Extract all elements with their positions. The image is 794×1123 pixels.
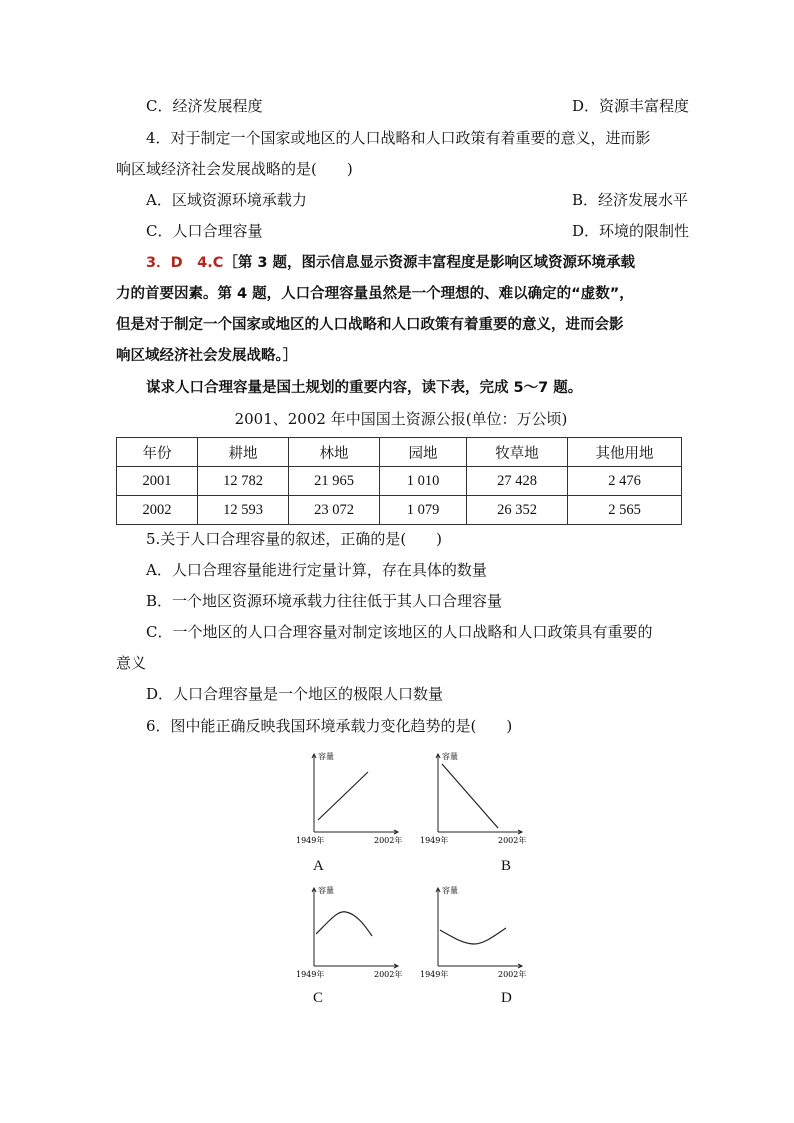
table-header: 其他用地 bbox=[568, 438, 682, 467]
q6-stem: 6．图中能正确反映我国环境承载力变化趋势的是( ) bbox=[146, 717, 513, 735]
graph-y-label: 容量 bbox=[442, 752, 458, 761]
q4-option-row-2 bbox=[146, 221, 716, 241]
answer-line1 bbox=[146, 253, 716, 273]
table-cell: 26 352 bbox=[467, 496, 568, 525]
table-header: 耕地 bbox=[198, 438, 289, 467]
table-cell: 12 782 bbox=[198, 467, 289, 496]
table-cell: 27 428 bbox=[467, 467, 568, 496]
section-intro: 谋求人口合理容量是国土规划的重要内容，读下表，完成 5～7 题。 bbox=[146, 380, 583, 396]
table-row bbox=[117, 467, 682, 496]
q4-option-d: D．环境的限制性 bbox=[572, 222, 690, 240]
graph-x-end: 2002年 bbox=[498, 836, 527, 845]
q4-option-c: C．人口合理容量 bbox=[146, 222, 263, 240]
q4-stem-line2: 响区域经济社会发展战略的是( ) bbox=[116, 160, 353, 178]
trend-graph-b bbox=[418, 748, 528, 848]
table-cell: 23 072 bbox=[289, 496, 380, 525]
table-header: 牧草地 bbox=[467, 438, 568, 467]
table-cell: 2002 bbox=[117, 496, 198, 525]
q3-option-c: C．经济发展程度 bbox=[146, 97, 263, 115]
q4-stem-line1: 4．对于制定一个国家或地区的人口战略和人口政策有着重要的意义，进而影 bbox=[146, 129, 651, 147]
answer-line2: 力的首要因素。第 4 题，人口合理容量虽然是一个理想的、难以确定的“虚数”， bbox=[116, 286, 634, 302]
graph-y-label: 容量 bbox=[318, 886, 334, 895]
table-header: 园地 bbox=[380, 438, 467, 467]
trend-curve bbox=[316, 912, 372, 936]
q5-option-c-line1: C．一个地区的人口合理容量对制定该地区的人口战略和人口政策具有重要的 bbox=[146, 623, 653, 641]
graph-x-start: 1949年 bbox=[296, 836, 325, 845]
graph-label-d: D bbox=[501, 990, 512, 1006]
answer-key: 3．D 4.C bbox=[146, 255, 224, 271]
q4-option-a: A．区域资源环境承载力 bbox=[146, 191, 307, 209]
graph-x-start: 1949年 bbox=[420, 970, 449, 979]
table-header: 年份 bbox=[117, 438, 198, 467]
q3-option-d: D．资源丰富程度 bbox=[572, 97, 690, 115]
table-cell: 1 010 bbox=[380, 467, 467, 496]
table-row bbox=[117, 496, 682, 525]
graph-label-c: C bbox=[313, 990, 324, 1006]
table-cell: 2001 bbox=[117, 467, 198, 496]
q5-option-d: D．人口合理容量是一个地区的极限人口数量 bbox=[146, 685, 444, 703]
q5-option-b: B．一个地区资源环境承载力往往低于其人口合理容量 bbox=[146, 592, 503, 610]
trend-graph-c bbox=[294, 882, 404, 982]
trend-graph-a bbox=[294, 748, 404, 848]
q4-option-row-1 bbox=[146, 190, 716, 210]
table-cell: 1 079 bbox=[380, 496, 467, 525]
q5-option-a: A．人口合理容量能进行定量计算，存在具体的数量 bbox=[146, 561, 487, 579]
graph-x-end: 2002年 bbox=[498, 970, 527, 979]
trend-curve bbox=[442, 764, 498, 828]
graph-x-start: 1949年 bbox=[296, 970, 325, 979]
graph-label-b: B bbox=[501, 858, 512, 874]
graph-x-end: 2002年 bbox=[374, 836, 403, 845]
q5-option-c-line2: 意义 bbox=[116, 654, 147, 672]
graph-label-a: A bbox=[313, 858, 324, 874]
graph-x-end: 2002年 bbox=[374, 970, 403, 979]
trend-curve bbox=[318, 772, 368, 820]
q3-option-row bbox=[146, 96, 716, 116]
answer-line3: 但是对于制定一个国家或地区的人口战略和人口政策有着重要的意义，进而会影 bbox=[116, 317, 624, 333]
trend-graph-d bbox=[418, 882, 528, 982]
land-resource-table bbox=[116, 437, 682, 525]
table-caption: 2001、2002 年中国国土资源公报(单位：万公顷) bbox=[234, 410, 568, 428]
q5-stem: 5.关于人口合理容量的叙述，正确的是( ) bbox=[146, 530, 443, 548]
graph-x-start: 1949年 bbox=[420, 836, 449, 845]
answer-explanation-1: ［第 3 题，图示信息显示资源丰富程度是影响区域资源环境承载 bbox=[223, 255, 636, 271]
answer-line4: 响区域经济社会发展战略。］ bbox=[116, 348, 298, 364]
trend-curve bbox=[440, 928, 506, 944]
graph-y-label: 容量 bbox=[442, 886, 458, 895]
table-cell: 21 965 bbox=[289, 467, 380, 496]
table-cell: 12 593 bbox=[198, 496, 289, 525]
table-header: 林地 bbox=[289, 438, 380, 467]
table-cell: 2 565 bbox=[568, 496, 682, 525]
table-header-row bbox=[117, 438, 682, 467]
graph-y-label: 容量 bbox=[318, 752, 334, 761]
q4-option-b: B．经济发展水平 bbox=[572, 191, 689, 209]
table-cell: 2 476 bbox=[568, 467, 682, 496]
